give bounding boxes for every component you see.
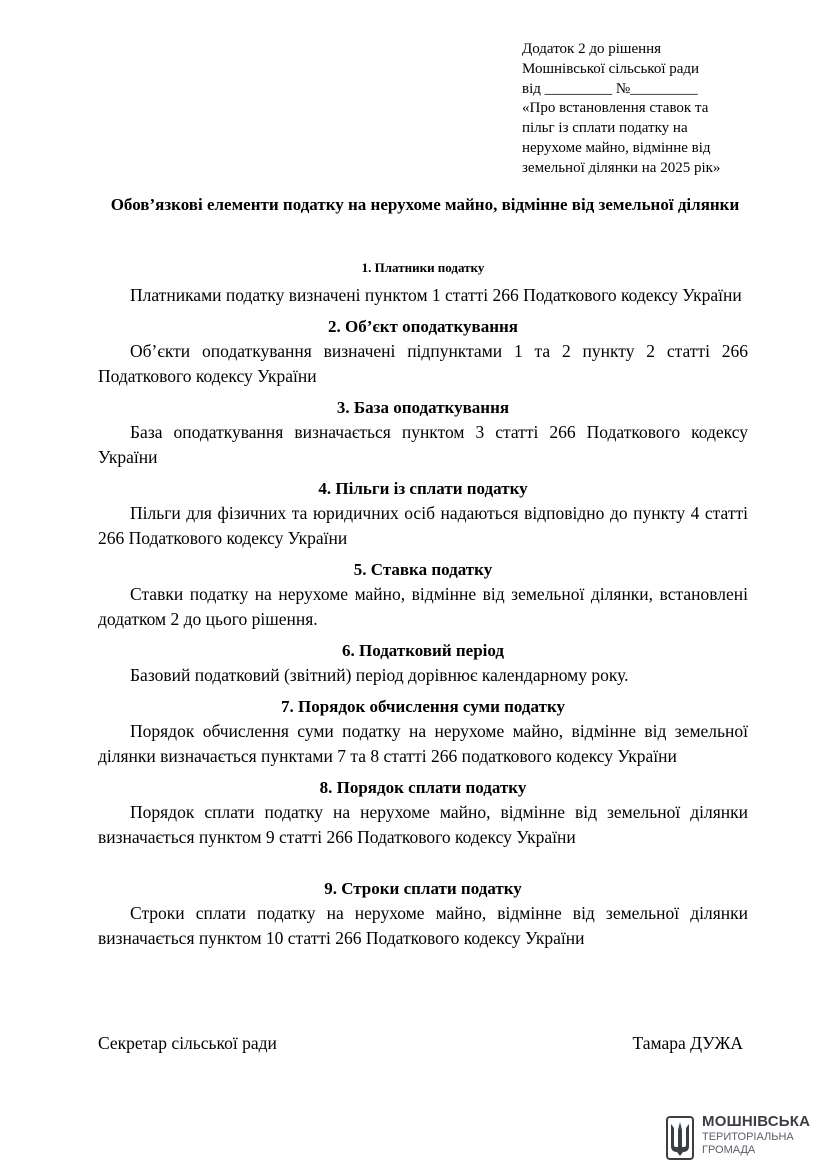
section-text: Строки сплати податку на нерухоме майно, відмінне від земельної ділянки визначається пунктом 10 статті 266 Податкового кодексу України (98, 903, 748, 948)
signer-position: Секретар сільської ради (98, 1033, 277, 1053)
annex-line: «Про встановлення ставок та (522, 100, 709, 117)
section-heading: 5. Ставка податку (353, 560, 493, 579)
section-heading: 2. Об’єкт оподаткування (328, 317, 518, 336)
annex-note (522, 40, 802, 179)
signer-name: Тамара ДУЖА (632, 1033, 743, 1053)
section-text: Об’єкти оподаткування визначені підпунктами 1 та 2 пункту 2 статті 266 Податкового кодексу України (98, 341, 748, 386)
section-heading: 9. Строки сплати податку (324, 879, 522, 898)
annex-line: Додаток 2 до рішення (522, 41, 662, 57)
section-text: Базовий податковий (звітний) період дорівнює календарному року. (130, 665, 629, 685)
document-body (98, 258, 748, 958)
section-text: База оподаткування визначається пунктом 3 статті 266 Податкового кодексу України (98, 422, 748, 467)
document-title: Обов’язкові елементи податку на нерухоме майно, відмінне від земельної ділянки (110, 195, 740, 214)
annex-line: Мошнівської сільської ради (522, 60, 700, 77)
section-heading: 6. Податковий період (341, 641, 505, 660)
annex-line: від _________ №_________ (522, 80, 698, 97)
logo-line-1: МОШНІВСЬКА (702, 1113, 811, 1130)
section-text: Порядок обчислення суми податку на нерухоме майно, відмінне від земельної ділянки визначається пунктами 7 та 8 статті 266 податкового кодексу України (98, 721, 748, 766)
logo-line-2: ТЕРИТОРІАЛЬНА (702, 1131, 794, 1143)
section-text: Ставки податку на нерухоме майно, відмінне від земельної ділянки, встановлені додатком 2 до цього рішення. (98, 584, 748, 629)
section-heading: 3. База оподаткування (336, 398, 510, 417)
section-text: Порядок сплати податку на нерухоме майно, відмінне від земельної ділянки визначається пунктом 9 статті 266 Податкового кодексу України (98, 802, 748, 847)
trident-icon (666, 1116, 694, 1160)
section-heading: 7. Порядок обчислення суми податку (280, 697, 565, 716)
section-text: Платниками податку визначені пунктом 1 статті 266 Податкового кодексу України (130, 285, 742, 305)
annex-line: нерухоме майно, відмінне від (522, 139, 711, 156)
logo-line-3: ГРОМАДА (702, 1144, 756, 1156)
section-heading: 8. Порядок сплати податку (319, 778, 527, 797)
community-logo (666, 1114, 816, 1162)
annex-line: пільг із сплати податку на (522, 120, 688, 137)
section-heading: 4. Пільги із сплати податку (318, 479, 528, 498)
spacer (98, 857, 748, 877)
section-heading: 1. Платники податку (361, 260, 485, 275)
annex-line: земельної ділянки на 2025 рік» (522, 159, 721, 176)
section-text: Пільги для фізичних та юридичних осіб надаються відповідно до пункту 4 статті 266 Податкового кодексу України (98, 503, 748, 548)
